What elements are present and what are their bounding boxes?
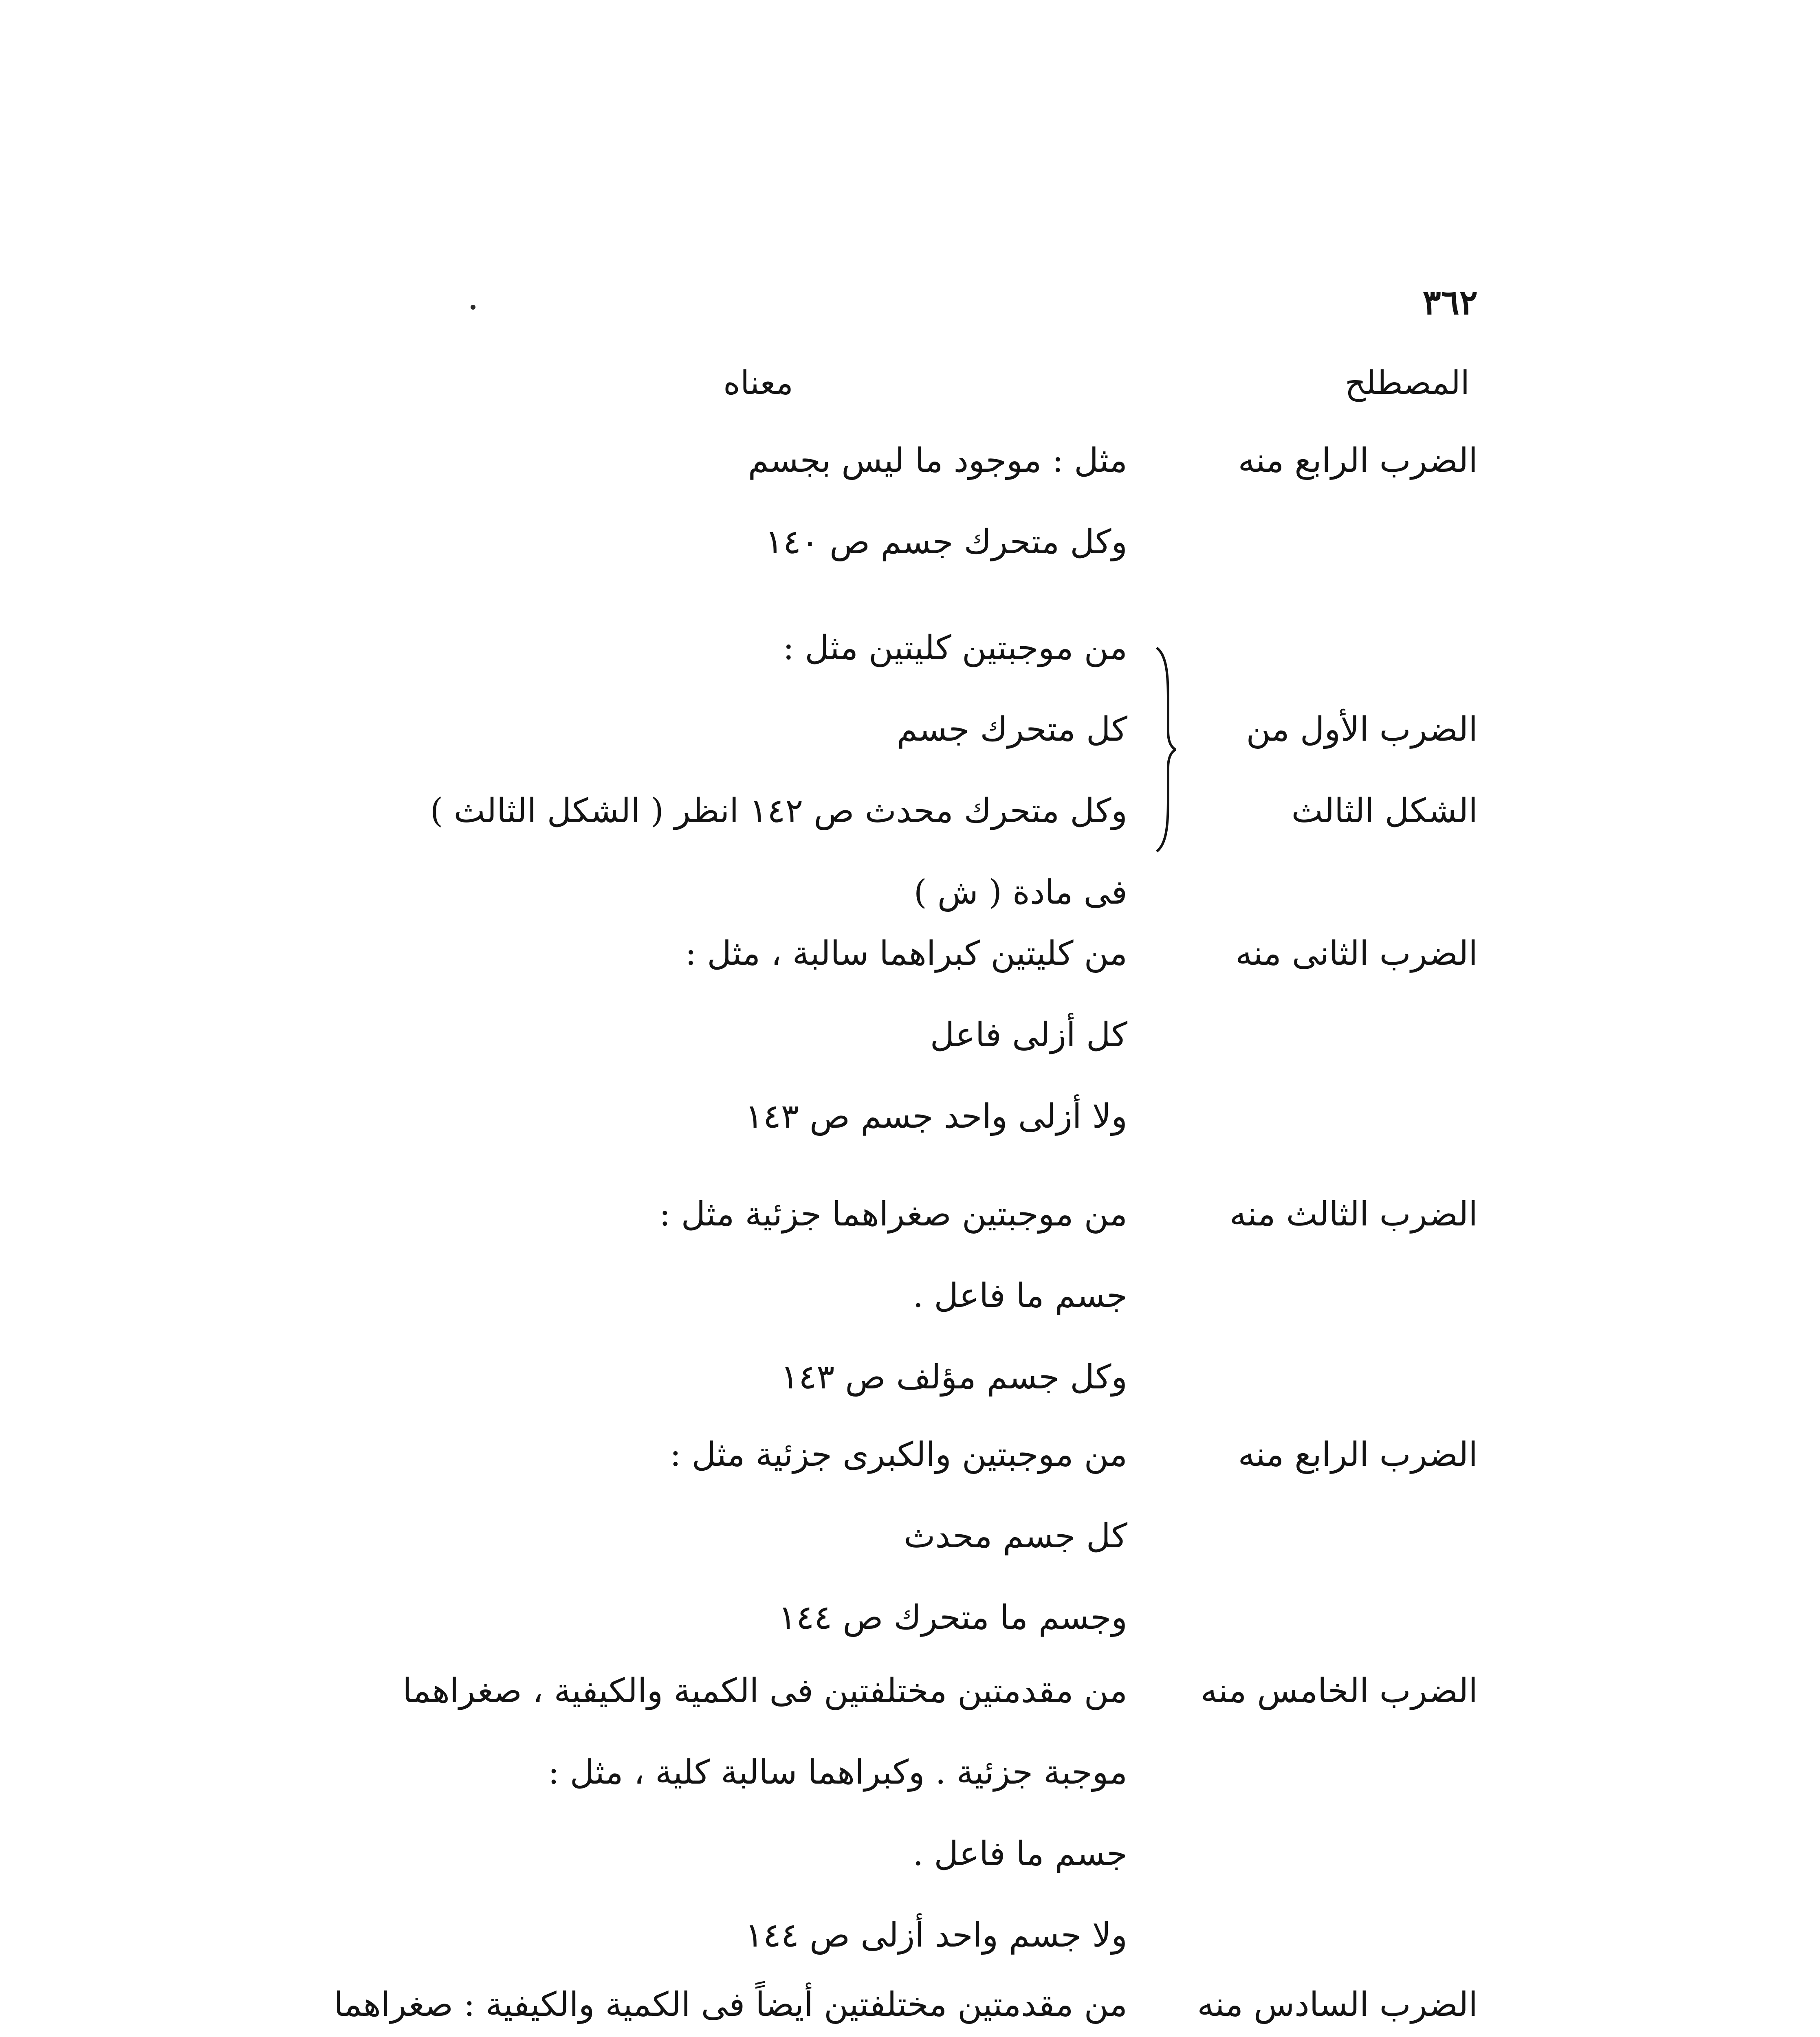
entry-meaning-line: من موجبتين صغراهما جزئية مثل : <box>659 1195 1127 1234</box>
entry-term-line: الضرب السادس منه <box>1197 1985 1478 2024</box>
entry-term-line: الضرب الرابع منه <box>1238 441 1478 480</box>
entry-meaning <box>255 631 1127 957</box>
entry-term-line: الضرب الأول من <box>1246 710 1478 749</box>
entry-meaning-line: وجسم ما متحرك ص ١٤٤ <box>778 1598 1127 1637</box>
entry-term <box>1201 1674 1478 1756</box>
entry-meaning-line: من موجبتين كليتين مثل : <box>783 629 1127 667</box>
entry-term <box>1201 1195 1478 1279</box>
entry-term-line: الضرب الخامس منه <box>1200 1672 1478 1710</box>
entry-meaning-line: وكل جسم مؤلف ص ١٤٣ <box>781 1358 1127 1397</box>
entry-meaning-line: كل جسم محدث <box>904 1517 1127 1555</box>
entry-meaning-line: جسم ما فاعل . <box>913 1276 1127 1315</box>
entry-term-line: الضرب الثالث منه <box>1229 1195 1478 1234</box>
entry-term <box>1201 441 1478 526</box>
entry-meaning <box>255 1674 1127 2000</box>
entry-meaning <box>255 1985 1127 2037</box>
glossary-entry <box>255 934 1478 1181</box>
entry-meaning-line: جسم ما فاعل . <box>913 1835 1127 1873</box>
entry-term <box>1201 934 1478 1018</box>
entry-meaning <box>255 441 1127 607</box>
column-header-term: المصطلح <box>1345 364 1470 402</box>
entry-meaning-line: من موجبتين والكبرى جزئية مثل : <box>670 1435 1127 1474</box>
entry-term <box>1201 710 1478 876</box>
glossary-entry <box>255 1672 1478 1955</box>
entry-term-line: الشكل الثالث <box>1291 792 1478 830</box>
entry-term-line: الضرب الرابع منه <box>1238 1435 1478 1474</box>
glossary-entry <box>255 629 1478 912</box>
entry-meaning-line: فى مادة ( ش ) <box>913 873 1127 912</box>
entry-meaning <box>255 1435 1127 1683</box>
entry-meaning-line: كل أزلى فاعل <box>930 1016 1127 1054</box>
entry-meaning <box>255 1195 1127 1442</box>
page-number: ٣٦٢ <box>1422 282 1478 322</box>
entry-meaning-line: من مقدمتين مختلفتين فى الكمية والكيفية ، صغراهما <box>403 1672 1127 1710</box>
entry-term <box>1197 1985 1478 2037</box>
entry-meaning-line: من مقدمتين مختلفتين أيضاً فى الكمية والكيفية : صغراهما <box>334 1985 1127 2024</box>
glossary-entry <box>255 1195 1478 1442</box>
entry-meaning-line: كل متحرك جسم <box>896 710 1127 749</box>
entry-meaning-line: مثل : موجود ما ليس بجسم <box>748 441 1127 480</box>
entry-term <box>1201 1435 1478 1520</box>
entry-meaning-line: من كليتين كبراهما سالبة ، مثل : <box>685 934 1127 973</box>
entry-term-line: الضرب الثانى منه <box>1235 934 1478 973</box>
entry-meaning-line: وكل متحرك جسم ص ١٤٠ <box>765 523 1127 561</box>
curly-brace-icon <box>1152 644 1176 856</box>
glossary-entry <box>255 1985 1478 2037</box>
entry-meaning-line: ولا أزلى واحد جسم ص ١٤٣ <box>745 1097 1127 1136</box>
glossary-entry <box>255 1435 1478 1683</box>
entry-meaning <box>255 934 1127 1181</box>
entry-meaning-line: وكل متحرك محدث ص ١٤٢ انظر ( الشكل الثالث ) <box>430 792 1127 830</box>
ink-speck <box>471 305 475 310</box>
entry-meaning-line: موجبة جزئية . وكبراهما سالبة كلية ، مثل : <box>548 1753 1127 1792</box>
entry-meaning-line: ولا جسم واحد أزلى ص ١٤٤ <box>745 1916 1127 1955</box>
column-header-meaning: معناه <box>723 364 793 402</box>
